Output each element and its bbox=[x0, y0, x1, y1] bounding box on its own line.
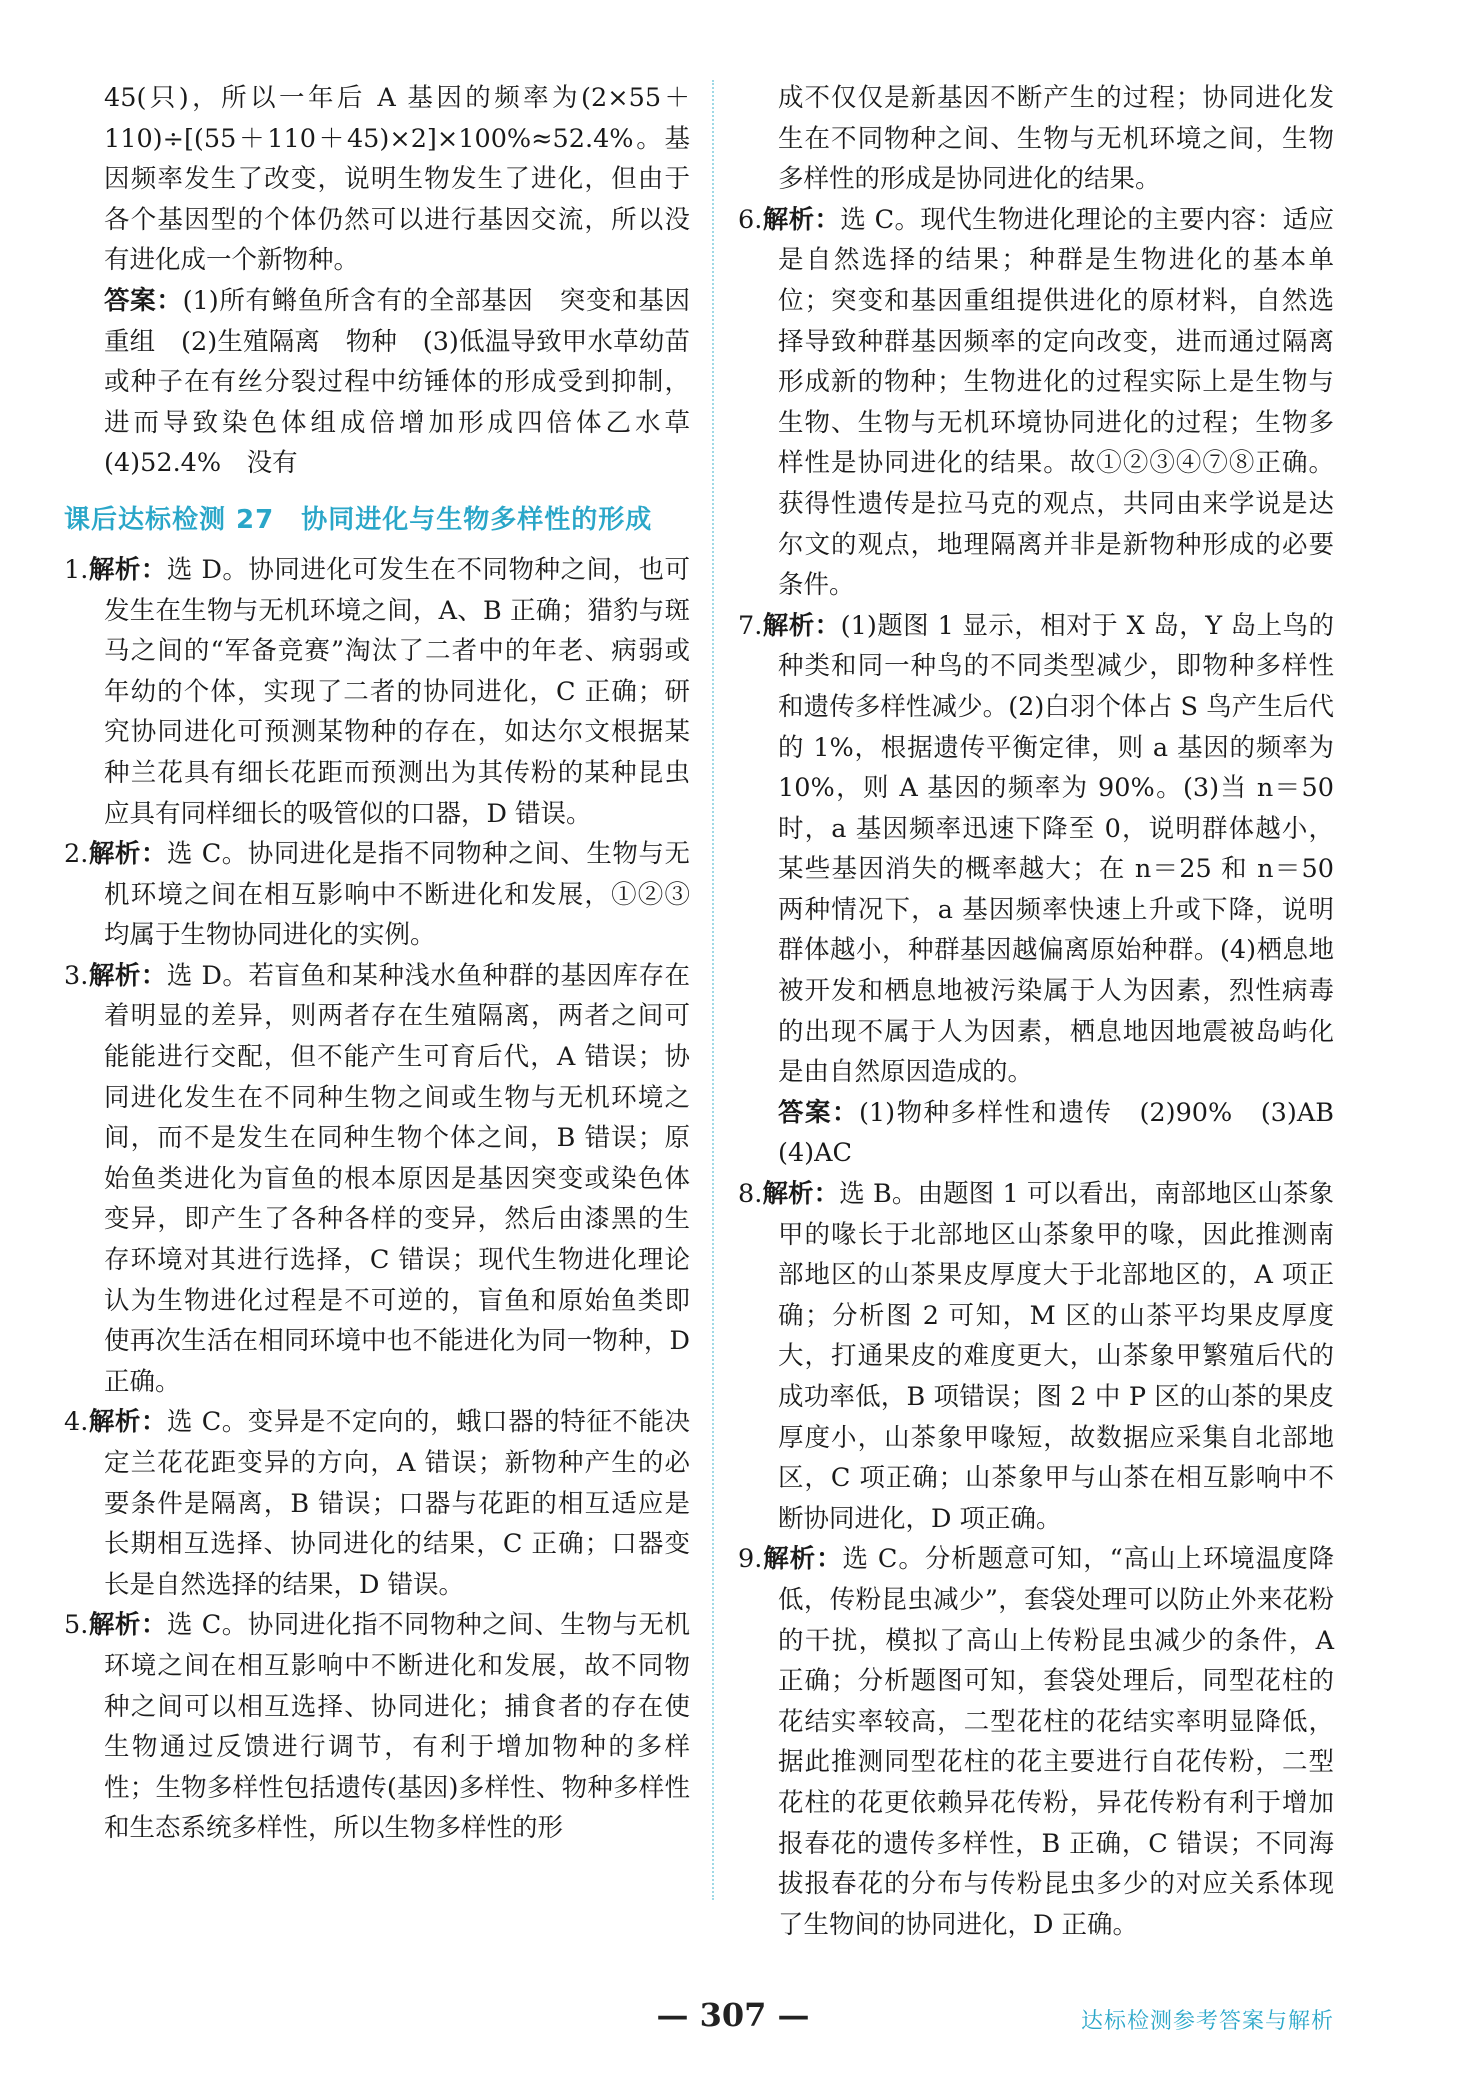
item-label: 解析： bbox=[88, 1407, 168, 1438]
list-item bbox=[64, 1402, 690, 1605]
item-text: 选 C。现代生物进化理论的主要内容：适应是自然选择的结果；种群是生物进化的基本单位；突变和基因重组提供进化的原材料，自然选择导致种群基因频率的定向改变，进而通过隔离形成新的物种；生物进化的过程实际上是生物与生物、生物与无机环境协同进化的过程；生物多样性是协同进化的结果。故①②③④⑦⑧正确。获得性遗传是拉马克的观点，共同由来学说是达尔文的观点，地理隔离并非是新物种形成的必要条件。 bbox=[778, 204, 1334, 601]
footer-title: 达标检测参考答案与解析 bbox=[1080, 2009, 1334, 2034]
item-number: 2. bbox=[64, 839, 89, 870]
item-label: 解析： bbox=[762, 1544, 843, 1575]
item-label: 解析： bbox=[762, 204, 841, 235]
item-label: 解析： bbox=[88, 554, 167, 585]
item-text: 选 C。分析题意可知，“高山上环境温度降低，传粉昆虫减少”，套袋处理可以防止外来花粉的干扰，模拟了高山上传粉昆虫减少的条件，A 正确；分析题图可知，套袋处理后，同型花柱的花结实率较高，二型花柱的花结实率明显降低，据此推测同型花柱的花主要进行自花传粉，二型花柱的花更依赖异花传粉，异花传粉有利于增加报春花的遗传多样性，B 正确，C 错误；不同海拔报春花的分布与传粉昆虫多少的对应关系体现了生物间的协同进化，D 正确。 bbox=[778, 1544, 1334, 1940]
list-item bbox=[64, 1605, 690, 1849]
continuation-paragraph: 成不仅仅是新基因不断产生的过程；协同进化发生在不同物种之间、生物与无机环境之间，生物多样性的形成是协同进化的结果。 bbox=[778, 83, 1334, 195]
item-number: 6. bbox=[738, 204, 763, 235]
item-label: 解析： bbox=[88, 839, 168, 870]
item-text: 选 C。变异是不定向的，蛾口器的特征不能决定兰花花距变异的方向，A 错误；新物种产生的必要条件是隔离，B 错误；口器与花距的相互适应是长期相互选择、协同进化的结果，C 正确；口器变长是自然选择的结果，D 错误。 bbox=[104, 1407, 690, 1600]
item-text: 选 B。由题图 1 可以看出，南部地区山茶象甲的喙长于北部地区山茶象甲的喙，因此推测南部地区的山茶果皮厚度大于北部地区的，A 项正确；分析图 2 可知，M 区的山茶平均果皮厚度大，打通果皮的难度更大，山茶象甲繁殖后代的成功率低，B 项错误；图 2 中 P 区的山茶的果皮厚度小，山茶象甲喙短，故数据应采集自北部地区，C 项正确；山茶象甲与山茶在相互影响中不断协同进化，D 项正确。 bbox=[778, 1179, 1334, 1534]
answer-paragraph bbox=[64, 281, 716, 484]
continuation-paragraph: 45(只)，所以一年后 A 基因的频率为(2×55＋110)÷[(55＋110＋45)×2]×100%≈52.4%。基因频率发生了改变，说明生物发生了进化，但由于各个基因型的个体仍然可以进行基因交流，所以没有进化成一个新物种。 bbox=[104, 83, 690, 276]
answer-paragraph bbox=[738, 1093, 1360, 1174]
item-label: 解析： bbox=[88, 960, 167, 991]
page-number: — 307 — bbox=[656, 1996, 810, 2034]
item-number: 7. bbox=[738, 610, 763, 641]
answer-label: 答案： bbox=[104, 285, 183, 316]
list-item bbox=[738, 606, 1334, 1093]
item-text: 选 C。协同进化是指不同物种之间、生物与无机环境之间在相互影响中不断进化和发展，①②③均属于生物协同进化的实例。 bbox=[104, 839, 690, 951]
answer-label: 答案： bbox=[778, 1097, 859, 1128]
item-number: 1. bbox=[64, 554, 89, 585]
item-text: (1)题图 1 显示，相对于 X 岛，Y 岛上鸟的种类和同一种鸟的不同类型减少，即物种多样性和遗传多样性减少。(2)白羽个体占 S 鸟产生后代的 1%，根据遗传平衡定律，则 a 基因的频率为 10%，则 A 基因的频率为 90%。(3)当 n＝50 时，a 基因频率迅速下降至 0，说明群体越小，某些基因消失的概率越大；在 n＝25 和 n＝50 两种情况下，a 基因频率快速上升或下降，说明群体越小，种群基因越偏离原始种群。(4)栖息地被开发和栖息地被污染属于人为因素，烈性病毒的出现不属于人为因素，栖息地因地震被岛屿化是由自然原因造成的。 bbox=[778, 610, 1334, 1088]
item-label: 解析： bbox=[762, 1179, 840, 1210]
item-number: 3. bbox=[64, 960, 89, 991]
column-divider bbox=[712, 80, 714, 1900]
item-number: 8. bbox=[738, 1179, 763, 1210]
item-label: 解析： bbox=[762, 610, 841, 641]
right-column bbox=[738, 78, 1360, 1945]
list-item bbox=[64, 550, 690, 834]
item-number: 5. bbox=[64, 1610, 89, 1641]
list-item bbox=[64, 834, 690, 956]
item-label: 解析： bbox=[88, 1610, 168, 1641]
list-item bbox=[738, 1539, 1334, 1945]
section-title: 课后达标检测 27 协同进化与生物多样性的形成 bbox=[64, 504, 653, 535]
item-number: 4. bbox=[64, 1407, 89, 1438]
left-column bbox=[64, 78, 716, 1849]
list-item bbox=[738, 1174, 1334, 1539]
item-text: 选 D。若盲鱼和某种浅水鱼种群的基因库存在着明显的差异，则两者存在生殖隔离，两者之间可能能进行交配，但不能产生可育后代，A 错误；协同进化发生在不同种生物之间或生物与无机环境之间，而不是发生在同种生物个体之间，B 错误；原始鱼类进化为盲鱼的根本原因是基因突变或染色体变异，即产生了各种各样的变异，然后由漆黑的生存环境对其进行选择，C 错误；现代生物进化理论认为生物进化过程是不可逆的，盲鱼和原始鱼类即使再次生活在相同环境中也不能进化为同一物种，D 正确。 bbox=[104, 960, 690, 1397]
answer-text: (1)物种多样性和遗传 (2)90% (3)AB (4)AC bbox=[778, 1097, 1360, 1169]
list-item bbox=[738, 200, 1334, 606]
item-text: 选 D。协同进化可发生在不同物种之间，也可发生在生物与无机环境之间，A、B 正确；猎豹与斑马之间的“军备竞赛”淘汰了二者中的年老、病弱或年幼的个体，实现了二者的协同进化，C 正确；研究协同进化可预测某物种的存在，如达尔文根据某种兰花具有细长花距而预测出为其传粉的某种昆虫应具有同样细长的吸管似的口器，D 错误。 bbox=[104, 554, 690, 829]
answer-text: (1)所有鳉鱼所含有的全部基因 突变和基因重组 (2)生殖隔离 物种 (3)低温导致甲水草幼苗或种子在有丝分裂过程中纺锤体的形成受到抑制，进而导致染色体组成倍增加形成四倍体乙水草 (4)52.4% 没有 bbox=[104, 285, 716, 479]
item-number: 9. bbox=[738, 1544, 763, 1575]
list-item bbox=[64, 956, 690, 1403]
item-text: 选 C。协同进化指不同物种之间、生物与无机环境之间在相互影响中不断进化和发展，故不同物种之间可以相互选择、协同进化；捕食者的存在使生物通过反馈进行调节，有利于增加物种的多样性；生物多样性包括遗传(基因)多样性、物种多样性和生态系统多样性，所以生物多样性的形 bbox=[104, 1610, 690, 1844]
